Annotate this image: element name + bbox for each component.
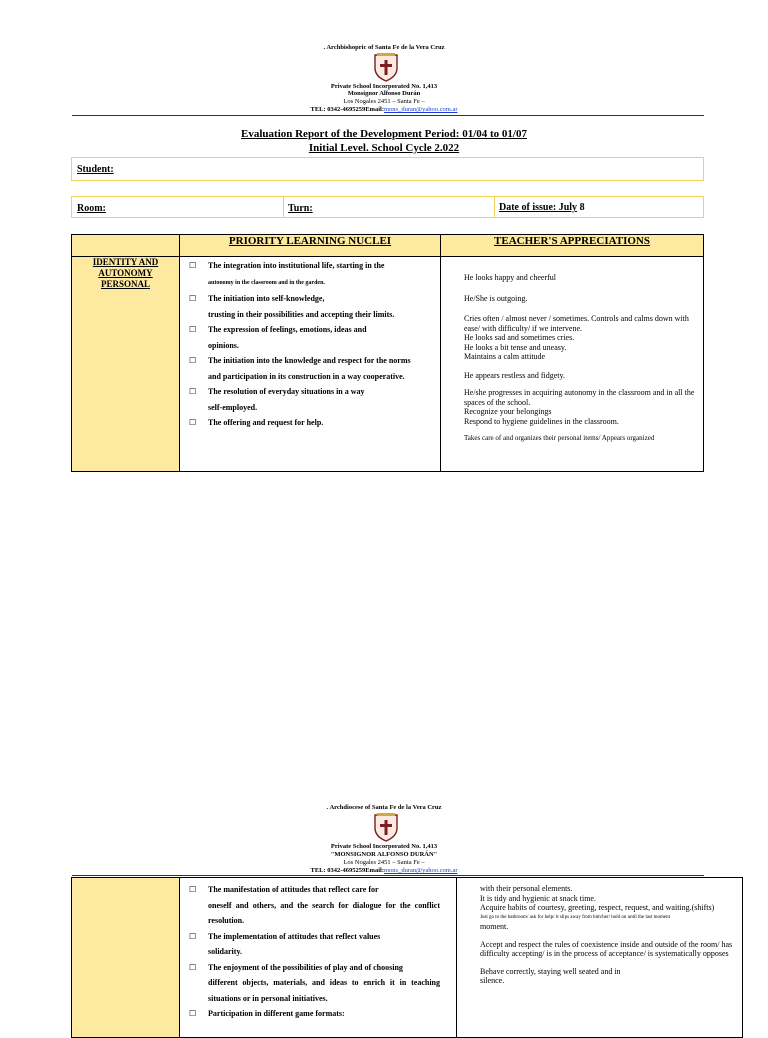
area-line: IDENTITY AND (92, 257, 159, 267)
nucleus-text: The initiation into the knowledge and respect for the norms (208, 356, 411, 365)
appreciation-line: Cries often / almost never / sometimes. Controls and calms down with ease/ with difficulty/ if we intervene. (464, 314, 689, 333)
checkbox-icon[interactable]: ☐ (189, 356, 197, 365)
appreciation-line: Behave correctly, staying well seated and in (480, 966, 621, 976)
student-label: Student: (77, 164, 114, 175)
appreciation-line: He looks sad and sometimes cries. (464, 333, 575, 342)
school-name-line2-p2: "MONSIGNOR ALFONSO DURÁN" (330, 851, 438, 858)
room-label: Room: (77, 203, 106, 214)
turn-label: Turn: (288, 203, 313, 214)
nucleus-item (180, 258, 424, 291)
nucleus-text: The enjoyment of the possibilities of play and of choosing (208, 962, 403, 972)
appreciation-line: Recognize your belongings (464, 407, 552, 416)
checkbox-icon[interactable]: ☐ (189, 931, 197, 941)
checkbox-icon[interactable]: ☐ (189, 418, 197, 427)
school-crest-icon (373, 52, 399, 87)
appreciation-line: He appears restless and fidgety. (464, 370, 565, 380)
nucleus-item (180, 415, 424, 431)
appreciations-cell (441, 257, 704, 472)
school-crest-icon (373, 812, 399, 847)
archdiocese-line-p2: . Archdiocese of Santa Fe de la Vera Cruz (326, 804, 442, 811)
school-name-line1: Private School Incorporated No. 1,413 (330, 83, 438, 90)
info-divider (494, 197, 495, 217)
nucleus-subtext: trusting in their possibilities and accepting their limits. (208, 309, 395, 319)
learning-nuclei-table (71, 234, 704, 472)
appreciation-line: Accept and respect the rules of coexistence inside and outside of the room/ has difficulty accepting/ is in the process of acceptance/ is systematically opposes (480, 939, 733, 958)
nucleus-item (180, 1006, 440, 1022)
school-address: Los Nogales 2451 – Santa Fe – (343, 98, 425, 105)
email-link[interactable]: mons_duran@yahoo.com.ar (384, 106, 458, 113)
nucleus-text: The offering and request for help. (208, 418, 324, 427)
school-name-line2: Monsignor Alfonso Durán (347, 90, 421, 97)
nucleus-text: The implementation of attitudes that reflect values (208, 931, 381, 941)
school-address-p2: Los Nogales 2451 – Santa Fe – (343, 859, 425, 866)
info-row (71, 196, 704, 218)
area-cell (72, 257, 180, 472)
appreciation-line: It is tidy and hygienic at snack time. (480, 893, 596, 903)
area-line: PERSONAL (100, 279, 150, 289)
appreciation-line: Maintains a calm attitude (464, 352, 546, 361)
nucleus-item (180, 291, 424, 322)
nucleus-text: The integration into institutional life, starting in the (208, 261, 385, 270)
checkbox-icon[interactable]: ☐ (189, 325, 197, 334)
nuclei-cell (180, 257, 441, 472)
checkbox-icon[interactable]: ☐ (189, 1009, 197, 1018)
school-contact (0, 106, 768, 114)
nucleus-item (180, 882, 440, 929)
area-cell (72, 878, 180, 1038)
appreciation-line: Respond to hygiene guidelines in the classroom. (464, 416, 619, 426)
nucleus-text: The manifestation of attitudes that reflect care for (208, 885, 379, 894)
appreciation-line: He looks a bit tense and uneasy. (464, 342, 567, 352)
checkbox-icon[interactable]: ☐ (189, 261, 197, 270)
date-label: Date of issue: July (499, 202, 578, 213)
report-subtitle: Initial Level. School Cycle 2.022 (308, 142, 460, 154)
checkbox-icon[interactable]: ☐ (189, 387, 197, 396)
nucleus-subtext: and participation in its construction in a way cooperative. (208, 371, 405, 381)
appreciation-line: moment. (480, 922, 509, 931)
date-value: 8 (579, 202, 585, 213)
report-title: Evaluation Report of the Development Period: 01/04 to 01/07 (241, 128, 527, 140)
appreciation-line: He/She is outgoing. (464, 293, 528, 303)
appreciation-line: Acquire habits of courtesy, greeting, respect, request, and waiting.(shifts) (480, 903, 715, 912)
date-of-issue (499, 202, 585, 213)
nucleus-item (180, 353, 424, 384)
learning-nuclei-table-p2 (71, 877, 743, 1038)
header-divider (72, 115, 704, 116)
nucleus-text: Participation in different game formats: (208, 1009, 345, 1018)
appreciation-line: Takes care of and organizes their personal items/ Appears organized (464, 434, 655, 442)
nucleus-subtext: different objects, materials, and ideas to enrich it in teaching situations or in personal initiatives. (208, 978, 440, 1003)
nucleus-item (180, 929, 440, 960)
nuclei-header-text: PRIORITY LEARNING NUCLEI (228, 235, 392, 247)
nucleus-subtext: opinions. (208, 340, 239, 350)
appreciation-line: Just go to the bathroom/ ask for help/ it slips away from him/her/ hold on until the last moment (480, 914, 670, 920)
header-divider (72, 875, 704, 876)
appreciations-header-text: TEACHER'S APPRECIATIONS (494, 235, 650, 247)
nucleus-text: The resolution of everyday situations in a way (208, 387, 365, 396)
nuclei-column-header (180, 235, 441, 257)
checkbox-icon[interactable]: ☐ (189, 885, 197, 894)
nucleus-item (180, 322, 424, 353)
email-link[interactable]: mons_duran@yahoo.com.ar (384, 867, 458, 874)
nucleus-subtext: self-employed. (208, 402, 258, 412)
nucleus-subtext: solidarity. (208, 947, 243, 956)
appreciation-line: with their personal elements. (480, 884, 573, 893)
appreciation-line: He/she progresses in acquiring autonomy in the classroom and in all the spaces of the school. (464, 388, 695, 407)
school-contact-p2 (0, 867, 768, 875)
nuclei-cell (180, 878, 457, 1038)
nucleus-text: The initiation into self-knowledge, (208, 294, 325, 303)
info-divider (283, 197, 284, 217)
contact-phone: TEL: 0342-4695259Email: (310, 106, 384, 113)
contact-phone: TEL: 0342-4695259Email: (310, 867, 384, 874)
appreciation-line: He looks happy and cheerful (464, 273, 556, 282)
nucleus-text: The expression of feelings, emotions, ideas and (208, 325, 367, 334)
student-field[interactable] (71, 157, 704, 181)
appreciations-column-header (441, 235, 704, 257)
nucleus-item (180, 960, 440, 1007)
checkbox-icon[interactable]: ☐ (189, 962, 197, 972)
nucleus-subtext: oneself and others, and the search for dialogue for the conflict resolution. (208, 900, 440, 925)
area-header-cell (72, 235, 180, 257)
archdiocese-line: . Archbishopric of Santa Fe de la Vera Cruz (323, 44, 445, 51)
checkbox-icon[interactable]: ☐ (189, 294, 197, 303)
appreciations-cell (457, 878, 743, 1038)
school-name-line1-p2: Private School Incorporated No. 1,413 (330, 843, 438, 850)
nucleus-item (180, 384, 424, 415)
nucleus-subtext: autonomy in the classroom and in the garden. (208, 279, 325, 286)
appreciation-line: silence. (480, 976, 505, 985)
area-line: AUTONOMY (98, 268, 153, 278)
